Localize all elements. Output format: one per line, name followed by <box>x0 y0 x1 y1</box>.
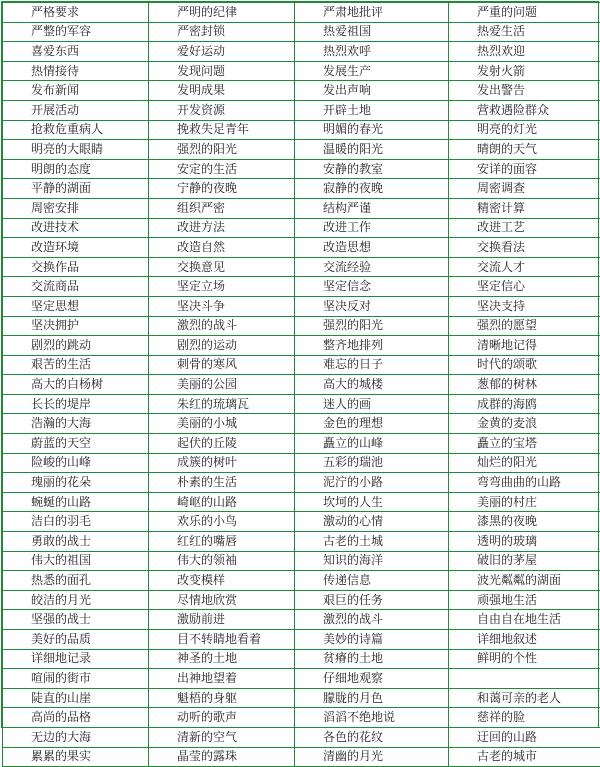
table-cell: 清新的空气 <box>149 727 295 747</box>
table-cell: 详细地叙述 <box>449 630 600 650</box>
table-cell: 灿烂的阳光 <box>449 453 600 473</box>
table-row <box>3 394 600 414</box>
table-cell: 尽情地欣赏 <box>149 590 295 610</box>
table-cell: 传递信息 <box>295 571 449 591</box>
table-row <box>3 61 600 81</box>
table-cell: 温暖的阳光 <box>295 140 449 160</box>
table-cell: 贫瘠的土地 <box>295 649 449 669</box>
table-cell: 平静的湖面 <box>3 179 149 199</box>
table-row <box>3 100 600 120</box>
table-cell: 组织严密 <box>149 198 295 218</box>
vocabulary-table <box>2 2 600 767</box>
table-cell: 交换意见 <box>149 257 295 277</box>
table-cell: 严重的问题 <box>449 3 600 23</box>
table-cell: 伟大的祖国 <box>3 551 149 571</box>
table-row <box>3 473 600 493</box>
table-cell: 各色的花纹 <box>295 727 449 747</box>
table-cell: 开展活动 <box>3 100 149 120</box>
table-cell: 陡直的山崖 <box>3 688 149 708</box>
table-cell: 发出声响 <box>295 81 449 101</box>
table-cell: 美妙的诗篇 <box>295 630 449 650</box>
table-cell: 蜿蜒的山路 <box>3 492 149 512</box>
table-cell: 精密计算 <box>449 198 600 218</box>
table-cell: 五彩的瑞池 <box>295 453 449 473</box>
table-cell: 坚定信心 <box>449 277 600 297</box>
table-row <box>3 375 600 395</box>
table-cell: 仔细地观察 <box>295 669 449 689</box>
table-cell: 长长的堤岸 <box>3 394 149 414</box>
table-cell: 改造自然 <box>149 238 295 258</box>
table-cell: 明朗的态度 <box>3 159 149 179</box>
table-cell: 迂回的山路 <box>449 727 600 747</box>
table-row <box>3 22 600 42</box>
table-cell: 红红的嘴唇 <box>149 532 295 552</box>
table-cell: 顽强地生活 <box>449 590 600 610</box>
table-cell: 热悉的面孔 <box>3 571 149 591</box>
table-cell: 激烈的战斗 <box>295 610 449 630</box>
table-cell: 晶莹的露珠 <box>149 747 295 767</box>
table-cell: 激动的心情 <box>295 512 449 532</box>
table-cell: 坚定信念 <box>295 277 449 297</box>
table-row <box>3 669 600 689</box>
table-row <box>3 277 600 297</box>
table-cell: 难忘的日子 <box>295 355 449 375</box>
table-cell: 迷人的画 <box>295 394 449 414</box>
table-cell: 欢乐的小鸟 <box>149 512 295 532</box>
table-cell: 葱郁的树林 <box>449 375 600 395</box>
table-cell: 剧烈的运动 <box>149 336 295 356</box>
table-cell: 喜爱东西 <box>3 42 149 62</box>
table-cell: 矗立的山峰 <box>295 434 449 454</box>
table-row <box>3 571 600 591</box>
table-cell: 高大的白杨树 <box>3 375 149 395</box>
table-cell: 发出警告 <box>449 81 600 101</box>
table-cell: 破旧的茅屋 <box>449 551 600 571</box>
vocabulary-table-body <box>3 3 600 767</box>
table-cell: 勇敢的战士 <box>3 532 149 552</box>
table-cell: 古老的土城 <box>295 532 449 552</box>
table-cell: 热情接待 <box>3 61 149 81</box>
table-cell: 起伏的丘陵 <box>149 434 295 454</box>
table-cell: 安静的教室 <box>295 159 449 179</box>
table-row <box>3 81 600 101</box>
table-cell: 坚定立场 <box>149 277 295 297</box>
table-cell: 安详的面容 <box>449 159 600 179</box>
table-row <box>3 414 600 434</box>
table-cell: 周密安排 <box>3 198 149 218</box>
table-cell: 交流经验 <box>295 257 449 277</box>
table-row <box>3 708 600 728</box>
table-cell: 艰苦的生活 <box>3 355 149 375</box>
table-row <box>3 551 600 571</box>
table-cell: 皎洁的月光 <box>3 590 149 610</box>
table-cell: 整齐地排列 <box>295 336 449 356</box>
table-cell: 鲜明的个性 <box>449 649 600 669</box>
table-cell: 严格要求 <box>3 3 149 23</box>
table-row <box>3 296 600 316</box>
table-cell: 营救遇险群众 <box>449 100 600 120</box>
table-cell: 交换看法 <box>449 238 600 258</box>
table-row <box>3 336 600 356</box>
table-cell: 朦胧的月色 <box>295 688 449 708</box>
table-cell: 矗立的宝塔 <box>449 434 600 454</box>
table-row <box>3 453 600 473</box>
table-cell: 严肃地批评 <box>295 3 449 23</box>
table-cell: 动听的歌声 <box>149 708 295 728</box>
table-row <box>3 649 600 669</box>
table-cell: 强烈的阳光 <box>295 316 449 336</box>
table-row <box>3 257 600 277</box>
table-row <box>3 532 600 552</box>
table-cell: 金黄的麦浪 <box>449 414 600 434</box>
table-cell: 改造思想 <box>295 238 449 258</box>
table-cell: 透明的玻璃 <box>449 532 600 552</box>
table-cell: 严整的军容 <box>3 22 149 42</box>
table-row <box>3 140 600 160</box>
table-cell: 改造环境 <box>3 238 149 258</box>
table-cell: 朱红的琉璃瓦 <box>149 394 295 414</box>
table-cell: 滔滔不绝地说 <box>295 708 449 728</box>
table-cell: 开辟土地 <box>295 100 449 120</box>
table-cell: 晴朗的天气 <box>449 140 600 160</box>
table-cell: 朴素的生活 <box>149 473 295 493</box>
table-cell: 出神地望着 <box>149 669 295 689</box>
table-cell: 改进工艺 <box>449 218 600 238</box>
table-cell: 美好的品质 <box>3 630 149 650</box>
table-cell: 无边的大海 <box>3 727 149 747</box>
table-cell: 剧烈的跳动 <box>3 336 149 356</box>
table-row <box>3 316 600 336</box>
table-row <box>3 512 600 532</box>
table-cell: 交流人才 <box>449 257 600 277</box>
table-cell: 高大的城楼 <box>295 375 449 395</box>
table-cell: 成群的海鸥 <box>449 394 600 414</box>
table-cell: 宁静的夜晚 <box>149 179 295 199</box>
table-cell: 美丽的公园 <box>149 375 295 395</box>
table-cell: 目不转睛地看着 <box>149 630 295 650</box>
table-cell: 发现问题 <box>149 61 295 81</box>
table-cell: 累累的果实 <box>3 747 149 767</box>
table-cell: 抢救危重病人 <box>3 120 149 140</box>
table-cell: 开发资源 <box>149 100 295 120</box>
table-cell: 坚决反对 <box>295 296 449 316</box>
table-cell: 结构严谨 <box>295 198 449 218</box>
table-cell: 美丽的村庄 <box>449 492 600 512</box>
table-row <box>3 120 600 140</box>
vocabulary-sheet <box>1 1 599 728</box>
table-cell: 古老的城市 <box>449 747 600 767</box>
table-cell: 知识的海洋 <box>295 551 449 571</box>
table-cell: 详细地记录 <box>3 649 149 669</box>
table-cell: 热爱生活 <box>449 22 600 42</box>
table-cell: 清幽的月光 <box>295 747 449 767</box>
table-cell: 强烈的阳光 <box>149 140 295 160</box>
table-row <box>3 355 600 375</box>
table-cell: 交换作品 <box>3 257 149 277</box>
table-cell: 喧闹的街市 <box>3 669 149 689</box>
table-cell: 洁白的羽毛 <box>3 512 149 532</box>
table-cell: 明媚的春光 <box>295 120 449 140</box>
table-cell: 坚决支持 <box>449 296 600 316</box>
table-cell: 挽救失足青年 <box>149 120 295 140</box>
table-cell: 伟大的领袖 <box>149 551 295 571</box>
table-cell: 强烈的愿望 <box>449 316 600 336</box>
table-cell: 高尚的品格 <box>3 708 149 728</box>
table-row <box>3 198 600 218</box>
table-cell: 寂静的夜晚 <box>295 179 449 199</box>
table-cell: 魁梧的身躯 <box>149 688 295 708</box>
table-cell: 安定的生活 <box>149 159 295 179</box>
table-row <box>3 492 600 512</box>
table-cell: 时代的颂歌 <box>449 355 600 375</box>
table-cell: 发布新闻 <box>3 81 149 101</box>
table-row <box>3 179 600 199</box>
table-cell: 神圣的土地 <box>149 649 295 669</box>
table-cell: 泥泞的小路 <box>295 473 449 493</box>
table-cell: 坚定思想 <box>3 296 149 316</box>
table-cell: 崎岖的山路 <box>149 492 295 512</box>
table-row <box>3 3 600 23</box>
table-row <box>3 434 600 454</box>
table-cell: 爱好运动 <box>149 42 295 62</box>
table-cell: 激烈的战斗 <box>149 316 295 336</box>
table-cell: 坚决斗争 <box>149 296 295 316</box>
table-cell: 漆黑的夜晚 <box>449 512 600 532</box>
table-cell: 成簇的树叶 <box>149 453 295 473</box>
table-cell: 刺骨的寒风 <box>149 355 295 375</box>
table-cell: 波光粼粼的湖面 <box>449 571 600 591</box>
table-cell: 慈祥的脸 <box>449 708 600 728</box>
table-cell: 交流商品 <box>3 277 149 297</box>
table-cell: 改进工作 <box>295 218 449 238</box>
table-cell: 发明成果 <box>149 81 295 101</box>
table-row <box>3 590 600 610</box>
table-row <box>3 727 600 747</box>
table-cell: 发展生产 <box>295 61 449 81</box>
table-cell: 严密封锁 <box>149 22 295 42</box>
table-cell: 热烈欢呼 <box>295 42 449 62</box>
table-cell: 坎坷的人生 <box>295 492 449 512</box>
table-cell: 自由自在地生活 <box>449 610 600 630</box>
table-row <box>3 159 600 179</box>
table-cell: 美丽的小城 <box>149 414 295 434</box>
table-row <box>3 610 600 630</box>
table-cell: 坚决拥护 <box>3 316 149 336</box>
table-row <box>3 238 600 258</box>
table-cell: 发射火箭 <box>449 61 600 81</box>
table-row <box>3 218 600 238</box>
table-cell: 浩瀚的大海 <box>3 414 149 434</box>
table-cell: 严明的纪律 <box>149 3 295 23</box>
table-row <box>3 630 600 650</box>
table-cell: 激励前进 <box>149 610 295 630</box>
table-cell: 金色的理想 <box>295 414 449 434</box>
table-cell: 险峻的山峰 <box>3 453 149 473</box>
table-cell: 热烈欢迎 <box>449 42 600 62</box>
table-cell: 周密调查 <box>449 179 600 199</box>
table-row <box>3 747 600 767</box>
table-cell: 艰巨的任务 <box>295 590 449 610</box>
table-cell: 弯弯曲曲的山路 <box>449 473 600 493</box>
table-cell <box>449 669 600 689</box>
table-cell: 改变模样 <box>149 571 295 591</box>
table-cell: 热爱祖国 <box>295 22 449 42</box>
table-cell: 和蔼可亲的老人 <box>449 688 600 708</box>
table-row <box>3 688 600 708</box>
table-cell: 清晰地记得 <box>449 336 600 356</box>
table-cell: 明亮的灯光 <box>449 120 600 140</box>
table-cell: 坚强的战士 <box>3 610 149 630</box>
table-cell: 明亮的大眼睛 <box>3 140 149 160</box>
table-row <box>3 42 600 62</box>
table-cell: 蔚蓝的天空 <box>3 434 149 454</box>
table-cell: 改进方法 <box>149 218 295 238</box>
table-cell: 瑰丽的花朵 <box>3 473 149 493</box>
table-cell: 改进技术 <box>3 218 149 238</box>
